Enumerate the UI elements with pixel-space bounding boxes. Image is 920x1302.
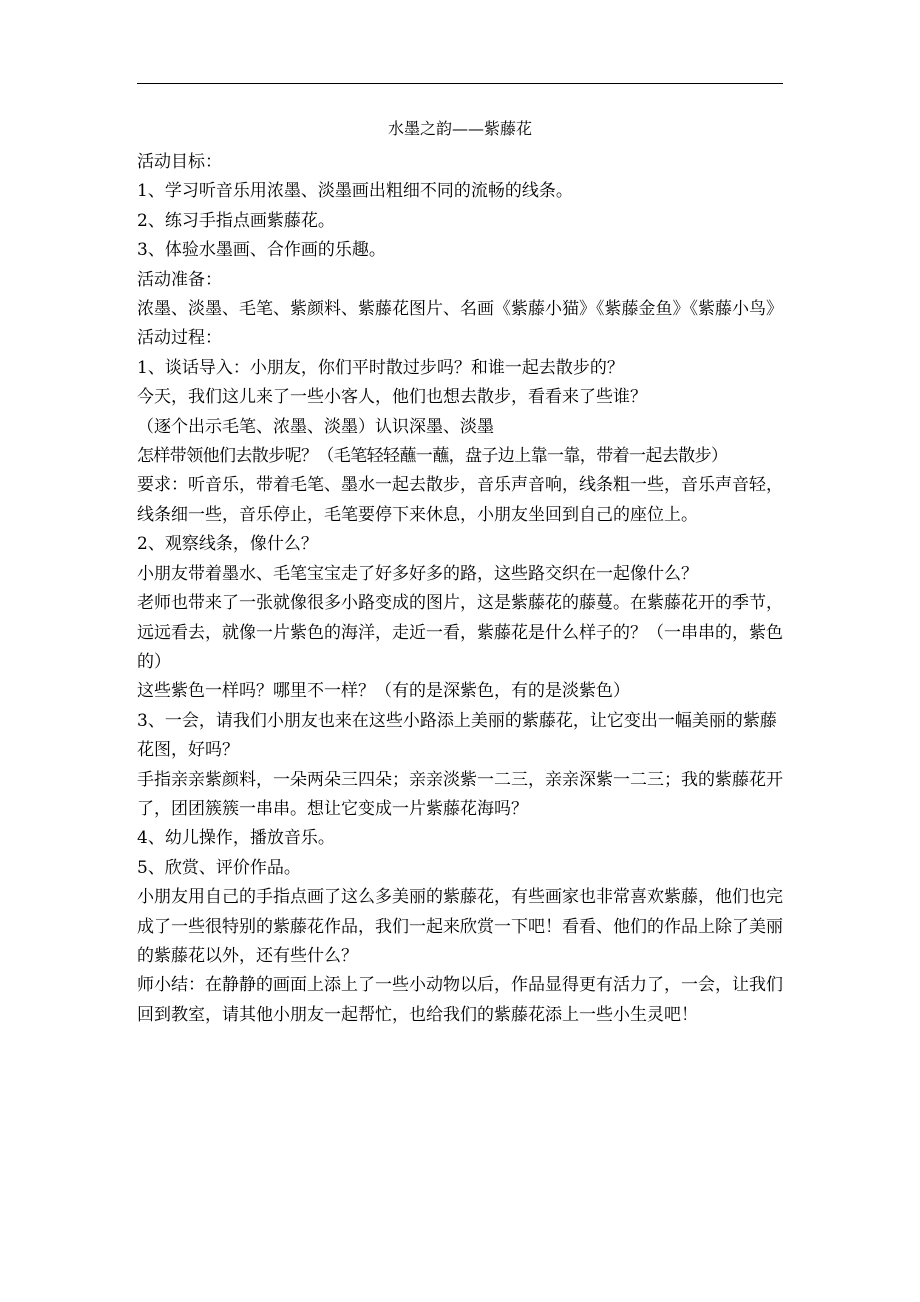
body-paragraph: 小朋友用自己的手指点画了这么多美丽的紫藤花，有些画家也非常喜欢紫藤，他们也完成了一些很特别的紫藤花作品，我们一起来欣赏一下吧！看看、他们的作品上除了美丽的紫藤花以外，还有些什么？	[137, 887, 783, 966]
process-step-1: 1、谈话导入：小朋友，你们平时散过步吗？和谁一起去散步的？	[137, 357, 624, 378]
body-paragraph: 老师也带来了一张就像很多小路变成的图片，这是紫藤花的藤蔓。在紫藤花开的季节，远远看去，就像一片紫色的海洋，走近一看，紫藤花是什么样子的？（一串串的，紫色的）	[137, 593, 783, 672]
section-heading-preparation: 活动准备：	[137, 269, 222, 290]
body-paragraph: 这些紫色一样吗？哪里不一样？（有的是深紫色，有的是淡紫色）	[137, 681, 630, 702]
body-paragraph: 今天，我们这儿来了一些小客人，他们也想去散步，看看来了些谁？	[137, 387, 647, 408]
section-heading-goals: 活动目标：	[137, 152, 222, 172]
process-step-4: 4、幼儿操作，播放音乐。	[137, 828, 335, 849]
document-body	[137, 148, 785, 1030]
document-title: 水墨之韵——紫藤花	[387, 119, 532, 138]
body-paragraph: （逐个出示毛笔、浓墨、淡墨）认识深墨、淡墨	[137, 416, 494, 437]
body-paragraph: 手指亲亲紫颜料，一朵两朵三四朵；亲亲淡紫一二三，亲亲深紫一二三；我的紫藤花开了，团团簇簇一串串。想让它变成一片紫藤花海吗？	[137, 769, 783, 819]
header-rule	[137, 83, 783, 84]
teacher-summary: 师小结：在静静的画面上添上了一些小动物以后，作品显得更有活力了，一会，让我们回到教室，请其他小朋友一起帮忙，也给我们的紫藤花添上一些小生灵吧！	[137, 975, 783, 1025]
process-step-3: 3、一会，请我们小朋友也来在这些小路添上美丽的紫藤花，让它变出一幅美丽的紫藤花图，好吗？	[137, 710, 777, 761]
section-heading-process: 活动过程：	[137, 328, 222, 349]
process-step-2: 2、观察线条，像什么？	[137, 534, 318, 555]
goal-item-2: 2、练习手指点画紫藤花。	[137, 210, 335, 231]
body-paragraph: 小朋友带着墨水、毛笔宝宝走了好多好多的路，这些路交织在一起像什么？	[137, 563, 698, 584]
goal-item-1: 1、学习听音乐用浓墨、淡墨画出粗细不同的流畅的线条。	[137, 181, 573, 202]
body-paragraph: 怎样带领他们去散步呢？（毛笔轻轻蘸一蘸，盘子边上靠一靠，带着一起去散步）	[137, 446, 728, 467]
process-step-5: 5、欣赏、评价作品。	[137, 857, 301, 878]
goal-item-3: 3、体验水墨画、合作画的乐趣。	[137, 240, 386, 261]
preparation-text: 浓墨、淡墨、毛笔、紫颜料、紫藤花图片、名画《紫藤小猫》《紫藤金鱼》《紫藤小鸟》	[137, 299, 783, 320]
body-paragraph: 要求：听音乐，带着毛笔、墨水一起去散步，音乐声音响，线条粗一些，音乐声音轻，线条细一些，音乐停止，毛笔要停下来休息，小朋友坐回到自己的座位上。	[137, 475, 783, 525]
